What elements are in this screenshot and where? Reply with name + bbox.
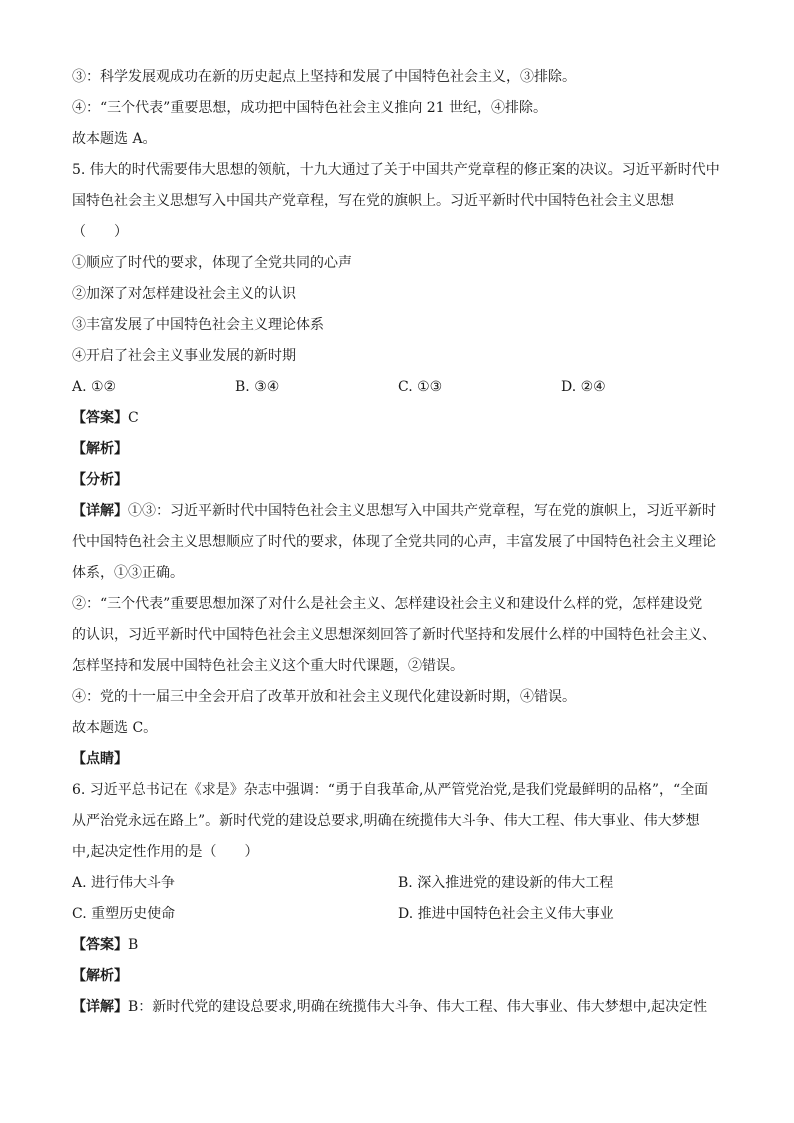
question-6-stem: 从严治党永远在路上”。新时代党的建设总要求,明确在统揽伟大斗争、伟大工程、伟大事业、伟大梦想 — [72, 813, 700, 829]
answer-tag: 【答案】 — [72, 937, 128, 953]
question-6-options-row-2 — [72, 899, 724, 930]
detail-text: B：新时代党的建设总要求,明确在统揽伟大斗争、伟大工程、伟大事业、伟大梦想中,起决定性 — [128, 999, 708, 1015]
document-page — [72, 62, 724, 1023]
answer-tag: 【答案】 — [72, 410, 128, 426]
detail-tag: 【详解】 — [72, 503, 128, 519]
question-5-stem: 5. 伟大的时代需要伟大思想的领航，十九大通过了关于中国共产党章程的修正案的决议。习近平新时代中 — [72, 162, 720, 178]
detail-text: 怎样坚持和发展中国特色社会主义这个重大时代课题，②错误。 — [72, 658, 464, 674]
question-5-stem: 国特色社会主义思想写入中国共产党章程，写在党的旗帜上。习近平新时代中国特色社会主义思想 — [72, 193, 674, 209]
comment-heading — [72, 744, 724, 775]
question-5-options — [72, 372, 724, 403]
answer-line — [72, 403, 724, 434]
answer-value: C — [128, 410, 139, 426]
text-line: 故本题选 A。 — [72, 131, 157, 147]
statement-3: ③丰富发展了中国特色社会主义理论体系 — [72, 317, 324, 333]
text-line: ④：“三个代表”重要思想，成功把中国特色社会主义推向 21 世纪，④排除。 — [72, 100, 548, 116]
question-6-stem: 中,起决定性作用的是（ ） — [72, 844, 259, 860]
option-d: D. 推进中国特色社会主义伟大事业 — [398, 906, 614, 922]
detail-text: 的认识，习近平新时代中国特色社会主义思想深刻回答了新时代坚持和发展什么样的中国特色社会主义、 — [72, 627, 716, 643]
question-6-options-row-1 — [72, 868, 724, 899]
option-d: D. ②④ — [561, 379, 606, 395]
statement-4: ④开启了社会主义事业发展的新时期 — [72, 348, 296, 364]
fenxi-tag: 【分析】 — [72, 472, 128, 488]
option-b: B. ③④ — [235, 379, 280, 395]
detail-text: 代中国特色社会主义思想顺应了时代的要求，体现了全党共同的心声，丰富发展了中国特色社会主义理论 — [72, 534, 716, 550]
statement-2: ②加深了对怎样建设社会主义的认识 — [72, 286, 296, 302]
detail-tag: 【详解】 — [72, 999, 128, 1015]
detail-text: ②：“三个代表”重要思想加深了对什么是社会主义、怎样建设社会主义和建设什么样的党，怎样建设党 — [72, 596, 703, 612]
question-5-blank: （ ） — [72, 224, 128, 240]
detail-text: ④：党的十一届三中全会开启了改革开放和社会主义现代化建设新时期，④错误。 — [72, 689, 576, 705]
text-line: ③：科学发展观成功在新的历史起点上坚持和发展了中国特色社会主义，③排除。 — [72, 69, 576, 85]
analysis-tag: 【解析】 — [72, 968, 128, 984]
detail-text: 体系，①③正确。 — [72, 565, 184, 581]
option-a: A. 进行伟大斗争 — [72, 875, 176, 891]
option-c: C. ①③ — [398, 379, 443, 395]
answer-value: B — [128, 937, 139, 953]
analysis-heading — [72, 961, 724, 992]
detail-line — [72, 496, 724, 527]
option-b: B. 深入推进党的建设新的伟大工程 — [398, 875, 614, 891]
detail-text: 故本题选 C。 — [72, 720, 158, 736]
detail-line — [72, 992, 724, 1023]
comment-tag: 【点睛】 — [72, 751, 128, 767]
option-a: A. ①② — [72, 379, 117, 395]
detail-text: ①③：习近平新时代中国特色社会主义思想写入中国共产党章程，写在党的旗帜上，习近平新时 — [128, 503, 716, 519]
question-6-stem: 6. 习近平总书记在《求是》杂志中强调：“勇于自我革命,从严管党治党,是我们党最鲜明的品格”，“全面 — [72, 782, 709, 798]
statement-1: ①顺应了时代的要求，体现了全党共同的心声 — [72, 255, 352, 271]
analysis-heading — [72, 434, 724, 465]
fenxi-heading — [72, 465, 724, 496]
option-c: C. 重塑历史使命 — [72, 906, 176, 922]
answer-line — [72, 930, 724, 961]
analysis-tag: 【解析】 — [72, 441, 128, 457]
